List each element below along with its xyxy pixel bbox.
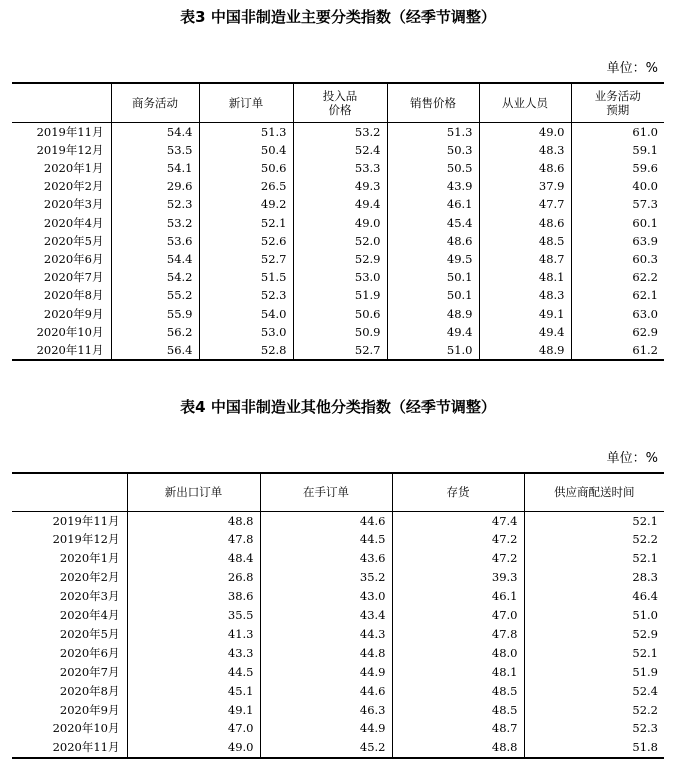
- table-row: [12, 644, 664, 663]
- table3-header: [293, 83, 387, 122]
- value-cell: 53.3: [293, 159, 387, 177]
- value-cell: 48.5: [479, 232, 571, 250]
- table-row: [12, 159, 664, 177]
- table-row: [12, 122, 664, 141]
- row-date: 2020年10月: [52, 721, 120, 736]
- row-date: 2020年10月: [36, 324, 104, 339]
- value-cell: 60.1: [571, 214, 664, 232]
- table3-title: 表3 中国非制造业主要分类指数（经季节调整）: [180, 8, 496, 26]
- row-date: 2020年9月: [59, 702, 120, 717]
- value-cell: 50.6: [293, 305, 387, 323]
- row-date: 2020年7月: [43, 270, 104, 285]
- value-cell: 51.8: [524, 738, 664, 758]
- table-row: [12, 682, 664, 701]
- value-cell: 48.6: [479, 159, 571, 177]
- value-cell: 55.9: [111, 305, 199, 323]
- value-cell: 52.3: [524, 719, 664, 738]
- value-cell: 54.2: [111, 268, 199, 286]
- value-cell: 44.3: [260, 625, 392, 644]
- table4-header: 新出口订单: [127, 473, 260, 511]
- table3-header: [111, 83, 199, 122]
- value-cell: 50.3: [387, 141, 479, 159]
- value-cell: 62.9: [571, 323, 664, 341]
- value-cell: 54.4: [111, 122, 199, 141]
- value-cell: 54.0: [199, 305, 293, 323]
- value-cell: 49.5: [387, 250, 479, 268]
- table3-header-line1: 业务活动: [594, 88, 641, 103]
- row-date: 2020年9月: [43, 306, 104, 321]
- value-cell: 52.9: [524, 625, 664, 644]
- table4-title: 表4 中国非制造业其他分类指数（经季节调整）: [180, 398, 496, 416]
- value-cell: 51.3: [387, 122, 479, 141]
- value-cell: 50.4: [199, 141, 293, 159]
- table-row: [12, 568, 664, 587]
- row-date: 2019年11月: [52, 513, 120, 528]
- table-row: [12, 625, 664, 644]
- value-cell: 52.1: [524, 644, 664, 663]
- value-cell: 52.8: [199, 341, 293, 360]
- value-cell: 48.8: [392, 738, 524, 758]
- value-cell: 47.8: [127, 530, 260, 549]
- table4-header: 存货: [392, 473, 524, 511]
- value-cell: 52.2: [524, 701, 664, 720]
- value-cell: 44.6: [260, 511, 392, 530]
- table3-header: [199, 83, 293, 122]
- value-cell: 43.9: [387, 177, 479, 195]
- value-cell: 49.4: [479, 323, 571, 341]
- table-row: [12, 177, 664, 195]
- value-cell: 48.3: [479, 286, 571, 304]
- table3-header-line1: 新订单: [228, 95, 264, 110]
- value-cell: 61.2: [571, 341, 664, 360]
- row-date: 2020年6月: [43, 251, 104, 266]
- value-cell: 47.8: [392, 625, 524, 644]
- value-cell: 47.2: [392, 530, 524, 549]
- table3-header-line2: 预期: [606, 102, 630, 117]
- value-cell: 63.0: [571, 305, 664, 323]
- value-cell: 49.0: [479, 122, 571, 141]
- value-cell: 51.9: [524, 663, 664, 682]
- row-date: 2020年6月: [59, 645, 120, 660]
- value-cell: 51.0: [524, 606, 664, 625]
- row-date: 2020年5月: [43, 233, 104, 248]
- value-cell: 35.2: [260, 568, 392, 587]
- table-row: [12, 341, 664, 360]
- row-date: 2020年1月: [43, 160, 104, 175]
- value-cell: 26.5: [199, 177, 293, 195]
- value-cell: 49.4: [293, 195, 387, 213]
- value-cell: 50.1: [387, 286, 479, 304]
- table-row: [12, 305, 664, 323]
- table3-header-line1: 投入品: [322, 88, 358, 103]
- value-cell: 29.6: [111, 177, 199, 195]
- value-cell: 48.9: [479, 341, 571, 360]
- value-cell: 44.9: [260, 719, 392, 738]
- value-cell: 52.7: [199, 250, 293, 268]
- value-cell: 59.1: [571, 141, 664, 159]
- value-cell: 44.6: [260, 682, 392, 701]
- value-cell: 48.0: [392, 644, 524, 663]
- value-cell: 53.0: [293, 268, 387, 286]
- value-cell: 54.1: [111, 159, 199, 177]
- value-cell: 61.0: [571, 122, 664, 141]
- value-cell: 46.3: [260, 701, 392, 720]
- value-cell: 52.4: [524, 682, 664, 701]
- row-date: 2020年3月: [43, 197, 104, 212]
- value-cell: 51.0: [387, 341, 479, 360]
- row-date: 2020年5月: [59, 626, 120, 641]
- table3-header: [387, 83, 479, 122]
- row-date: 2020年11月: [36, 342, 104, 357]
- row-date: 2020年8月: [43, 288, 104, 303]
- value-cell: 48.7: [479, 250, 571, 268]
- table-row: [12, 141, 664, 159]
- value-cell: 48.3: [479, 141, 571, 159]
- value-cell: 51.3: [199, 122, 293, 141]
- value-cell: 50.9: [293, 323, 387, 341]
- value-cell: 48.4: [127, 549, 260, 568]
- value-cell: 52.3: [199, 286, 293, 304]
- value-cell: 60.3: [571, 250, 664, 268]
- value-cell: 49.1: [479, 305, 571, 323]
- value-cell: 56.4: [111, 341, 199, 360]
- table-row: [12, 606, 664, 625]
- table3: [12, 82, 664, 361]
- value-cell: 45.1: [127, 682, 260, 701]
- table4: [12, 472, 664, 759]
- value-cell: 54.4: [111, 250, 199, 268]
- table3-header-line2: 价格: [328, 102, 352, 117]
- value-cell: 51.9: [293, 286, 387, 304]
- value-cell: 53.2: [293, 122, 387, 141]
- row-date: 2020年11月: [52, 740, 120, 755]
- value-cell: 48.6: [479, 214, 571, 232]
- table-row: [12, 195, 664, 213]
- value-cell: 50.5: [387, 159, 479, 177]
- value-cell: 52.2: [524, 530, 664, 549]
- value-cell: 63.9: [571, 232, 664, 250]
- value-cell: 52.6: [199, 232, 293, 250]
- row-date: 2019年12月: [52, 532, 120, 547]
- table-row: [12, 286, 664, 304]
- table3-header-line1: 销售价格: [410, 95, 456, 110]
- value-cell: 46.4: [524, 587, 664, 606]
- value-cell: 48.8: [127, 511, 260, 530]
- value-cell: 45.2: [260, 738, 392, 758]
- value-cell: 49.3: [293, 177, 387, 195]
- value-cell: 48.5: [392, 701, 524, 720]
- table3-header-line1: 商务活动: [132, 95, 178, 110]
- table3-header-corner: [12, 83, 111, 122]
- row-date: 2020年4月: [43, 215, 104, 230]
- value-cell: 55.2: [111, 286, 199, 304]
- row-date: 2020年2月: [43, 179, 104, 194]
- value-cell: 41.3: [127, 625, 260, 644]
- table4-header-corner: [12, 473, 127, 511]
- value-cell: 47.4: [392, 511, 524, 530]
- value-cell: 52.4: [293, 141, 387, 159]
- value-cell: 52.7: [293, 341, 387, 360]
- table-row: [12, 701, 664, 720]
- value-cell: 48.1: [479, 268, 571, 286]
- table-row: [12, 530, 664, 549]
- table-row: [12, 250, 664, 268]
- table4-header: 供应商配送时间: [524, 473, 664, 511]
- table3-unit: 单位：%: [606, 61, 658, 76]
- table-row: [12, 232, 664, 250]
- value-cell: 43.0: [260, 587, 392, 606]
- value-cell: 44.8: [260, 644, 392, 663]
- table3-header-line1: 从业人员: [502, 95, 548, 110]
- table-row: [12, 214, 664, 232]
- value-cell: 53.2: [111, 214, 199, 232]
- value-cell: 44.5: [127, 663, 260, 682]
- value-cell: 49.2: [199, 195, 293, 213]
- value-cell: 62.2: [571, 268, 664, 286]
- value-cell: 44.5: [260, 530, 392, 549]
- value-cell: 52.3: [111, 195, 199, 213]
- value-cell: 43.6: [260, 549, 392, 568]
- value-cell: 40.0: [571, 177, 664, 195]
- value-cell: 39.3: [392, 568, 524, 587]
- table-row: [12, 738, 664, 758]
- table4-header: 在手订单: [260, 473, 392, 511]
- row-date: 2019年11月: [36, 124, 104, 139]
- table3-header: [479, 83, 571, 122]
- value-cell: 53.6: [111, 232, 199, 250]
- value-cell: 47.0: [127, 719, 260, 738]
- value-cell: 59.6: [571, 159, 664, 177]
- row-date: 2020年7月: [59, 664, 120, 679]
- value-cell: 51.5: [199, 268, 293, 286]
- value-cell: 47.2: [392, 549, 524, 568]
- value-cell: 48.9: [387, 305, 479, 323]
- value-cell: 28.3: [524, 568, 664, 587]
- value-cell: 53.0: [199, 323, 293, 341]
- value-cell: 52.9: [293, 250, 387, 268]
- value-cell: 52.1: [524, 549, 664, 568]
- row-date: 2019年12月: [36, 142, 104, 157]
- value-cell: 50.1: [387, 268, 479, 286]
- value-cell: 52.1: [524, 511, 664, 530]
- value-cell: 49.4: [387, 323, 479, 341]
- table-row: [12, 268, 664, 286]
- table3-header-row: [12, 83, 664, 122]
- value-cell: 52.1: [199, 214, 293, 232]
- table-row: [12, 663, 664, 682]
- value-cell: 47.0: [392, 606, 524, 625]
- value-cell: 26.8: [127, 568, 260, 587]
- value-cell: 46.1: [392, 587, 524, 606]
- value-cell: 45.4: [387, 214, 479, 232]
- table-row: [12, 719, 664, 738]
- table4-header-row: [12, 473, 664, 511]
- row-date: 2020年2月: [59, 570, 120, 585]
- value-cell: 38.6: [127, 587, 260, 606]
- table3-header: [571, 83, 664, 122]
- value-cell: 48.5: [392, 682, 524, 701]
- value-cell: 57.3: [571, 195, 664, 213]
- value-cell: 48.6: [387, 232, 479, 250]
- value-cell: 49.1: [127, 701, 260, 720]
- value-cell: 46.1: [387, 195, 479, 213]
- value-cell: 56.2: [111, 323, 199, 341]
- value-cell: 43.3: [127, 644, 260, 663]
- row-date: 2020年4月: [59, 608, 120, 623]
- value-cell: 49.0: [293, 214, 387, 232]
- row-date: 2020年3月: [59, 589, 120, 604]
- table-row: [12, 511, 664, 530]
- value-cell: 47.7: [479, 195, 571, 213]
- value-cell: 62.1: [571, 286, 664, 304]
- value-cell: 48.7: [392, 719, 524, 738]
- table-row: [12, 549, 664, 568]
- value-cell: 49.0: [127, 738, 260, 758]
- table4-unit: 单位：%: [606, 451, 658, 466]
- table-row: [12, 587, 664, 606]
- value-cell: 35.5: [127, 606, 260, 625]
- value-cell: 44.9: [260, 663, 392, 682]
- value-cell: 43.4: [260, 606, 392, 625]
- value-cell: 53.5: [111, 141, 199, 159]
- value-cell: 52.0: [293, 232, 387, 250]
- value-cell: 50.6: [199, 159, 293, 177]
- row-date: 2020年8月: [59, 683, 120, 698]
- table-row: [12, 323, 664, 341]
- value-cell: 48.1: [392, 663, 524, 682]
- value-cell: 37.9: [479, 177, 571, 195]
- row-date: 2020年1月: [59, 551, 120, 566]
